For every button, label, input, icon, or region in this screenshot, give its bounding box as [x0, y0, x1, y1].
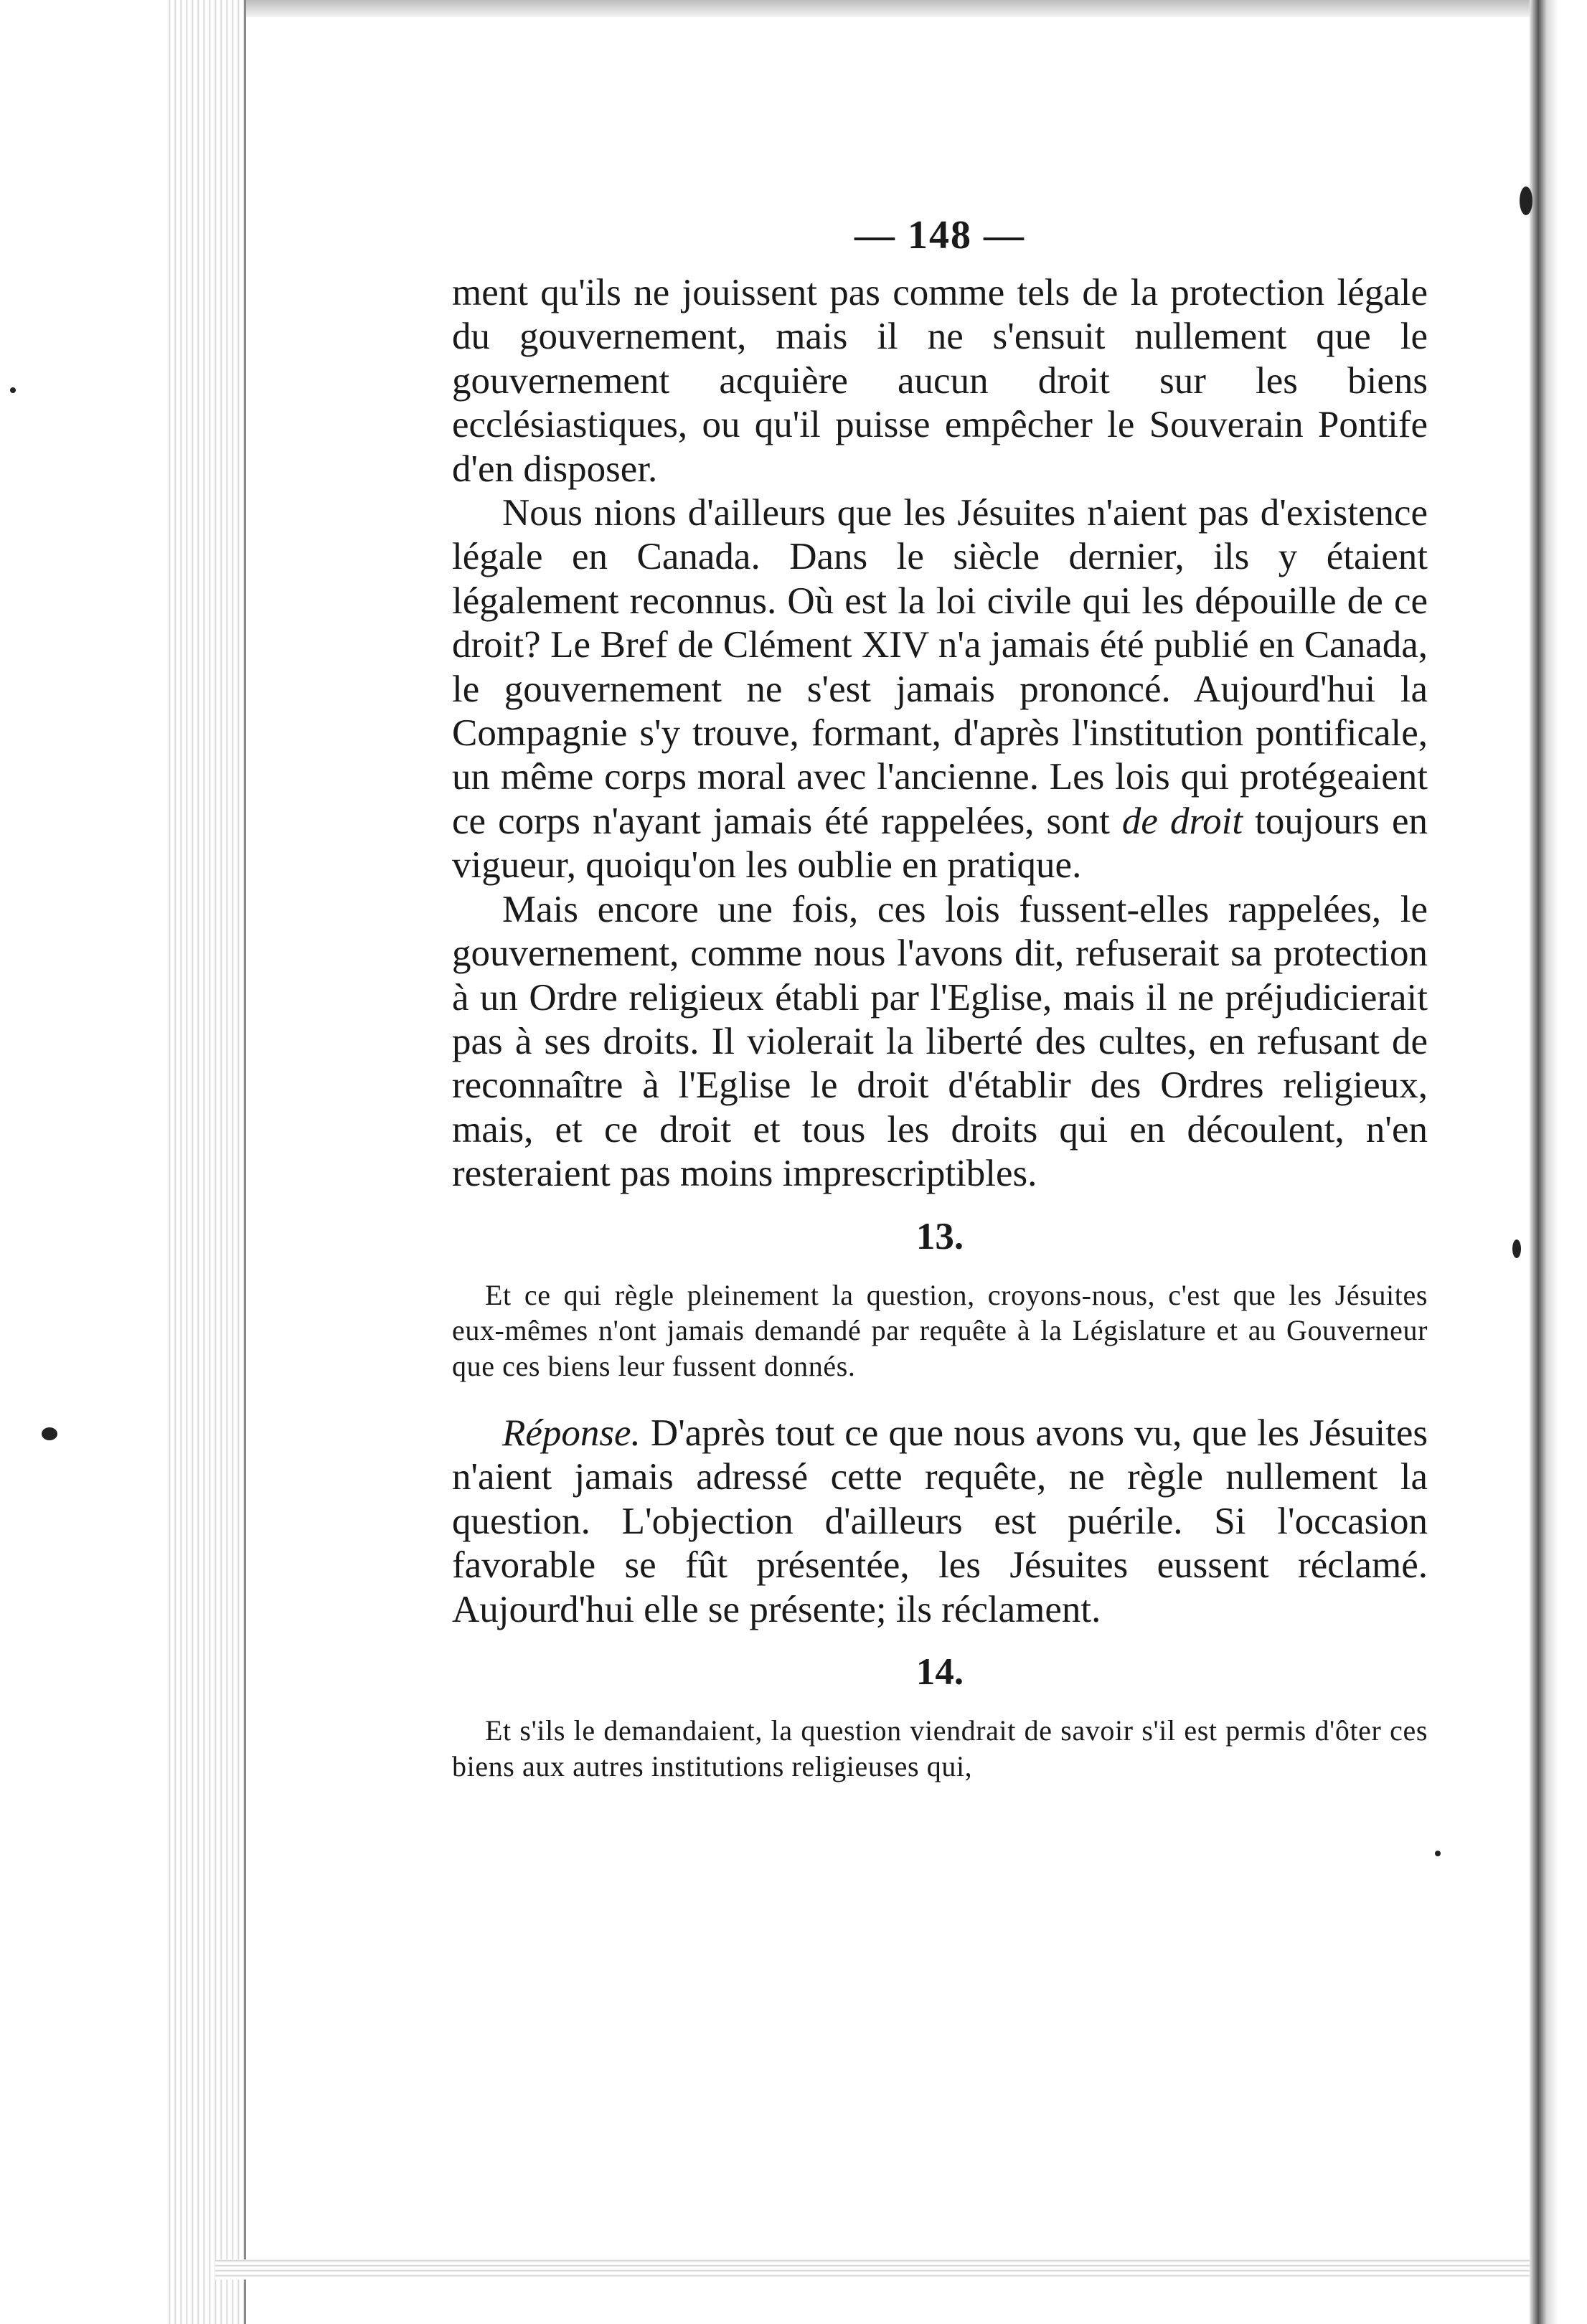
- book-page-edges: [165, 0, 246, 2324]
- ink-speck: [10, 387, 16, 393]
- paragraph-tail: toujours en vigueur, quoiqu'on les oublie en pratique.: [452, 800, 1428, 887]
- section-number-13: 13.: [915, 1215, 964, 1257]
- ink-speck: [1520, 186, 1532, 215]
- objection-13: Et ce qui règle pleinement la question, croyons-nous, c'est que les Jésuites eux-mêmes n'ont jamais demandé par requête à la Législature et au Gouverneur que ces biens leur fussent donnés.: [452, 1278, 1428, 1383]
- section-number-14: 14.: [915, 1650, 964, 1693]
- paragraph-laws-recalled: Mais encore une fois, ces lois fussent-elles rappelées, le gouvernement, comme nous l'avons dit, refuserait sa protection à un Ordre religieux établi par l'Eglise, mais il ne préjudicierait pas à ses droits. Il violerait la liberté des cultes, en refusant de reconnaître à l'Eglise le droit d'établir des Ordres religieux, mais, et ce droit et tous les droits qui en découlent, n'en resteraient pas moins imprescriptibles.: [452, 888, 1428, 1195]
- objection-14: Et s'ils le demandaient, la question viendrait de savoir s'il est permis d'ôter ces biens aux autres institutions religieuses qui,: [452, 1714, 1428, 1782]
- paragraph-text: Nous nions d'ailleurs que les Jésuites n'aient pas d'existence légale en Canada. Dans le siècle dernier, ils y étaient légalement reconnus. Où est la loi civile qui les dépouille de ce droit? Le Bref de Clément XIV n'a jamais été publié en Canada, le gouvernement ne s'est jamais prononcé. Aujourd'hui la Compagnie s'y trouve, formant, d'après l'institution pontificale, un même corps moral avec l'ancienne. Les lois qui protégeaient ce corps n'ayant jamais été rappelées, sont: [452, 492, 1428, 842]
- book-gutter: [1530, 0, 1587, 2324]
- ink-speck: [1512, 1239, 1521, 1258]
- ink-speck: [42, 1427, 57, 1440]
- paragraph-continued: ment qu'ils ne jouissent pas comme tels de la protection légale du gouvernement, mais il ne s'ensuit nullement que le gouvernement acquière aucun droit sur les biens ecclésiastiques, ou qu'il puisse empêcher le Souverain Pontife d'en disposer.: [452, 272, 1428, 490]
- answer-label: Réponse.: [502, 1412, 641, 1454]
- paragraph-legal-existence: [452, 491, 1428, 888]
- page-text-block: [452, 215, 1428, 1812]
- page-number: — 148 —: [854, 213, 1025, 258]
- italic-phrase: de droit: [1121, 800, 1243, 842]
- book-bottom-edge: [215, 2259, 1543, 2280]
- answer-13: [452, 1412, 1428, 1632]
- answer-text: D'après tout ce que nous avons vu, que les Jésuites n'aient jamais adressé cette requête, ne règle nullement la question. L'objection d'ailleurs est puérile. Si l'occasion favorable se fût présentée, les Jésuites eussent réclamé. Aujourd'hui elle se présente; ils réclament.: [452, 1412, 1428, 1630]
- book-top-edge: [165, 0, 1550, 17]
- ink-speck: [1435, 1851, 1441, 1856]
